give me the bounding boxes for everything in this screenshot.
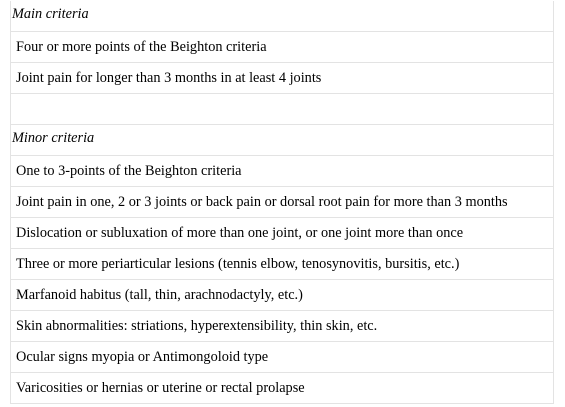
- table-row: [11, 63, 554, 94]
- minor-criterion-3: Dislocation or subluxation of more than one joint, or one joint more than once: [11, 218, 554, 249]
- table-row: [11, 311, 554, 342]
- table-row: [11, 187, 554, 218]
- table-row: [11, 280, 554, 311]
- criteria-table: [10, 1, 554, 404]
- main-criterion-1: Four or more points of the Beighton criteria: [11, 32, 554, 63]
- minor-criteria-heading: Minor criteria: [11, 125, 554, 156]
- minor-criterion-7: Ocular signs myopia or Antimongoloid type: [11, 342, 554, 373]
- spacer-row: [11, 94, 554, 125]
- table-row: [11, 373, 554, 404]
- main-criteria-heading: Main criteria: [11, 1, 554, 32]
- minor-criterion-6: Skin abnormalities: striations, hyperextensibility, thin skin, etc.: [11, 311, 554, 342]
- table-row: [11, 32, 554, 63]
- table-row: [11, 156, 554, 187]
- table-row: [11, 218, 554, 249]
- minor-criterion-1: One to 3-points of the Beighton criteria: [11, 156, 554, 187]
- empty-cell: [11, 94, 554, 125]
- minor-criterion-8: Varicosities or hernias or uterine or rectal prolapse: [11, 373, 554, 404]
- minor-criterion-4: Three or more periarticular lesions (tennis elbow, tenosynovitis, bursitis, etc.): [11, 249, 554, 280]
- table-row: [11, 249, 554, 280]
- table-row: [11, 342, 554, 373]
- minor-criterion-2: Joint pain in one, 2 or 3 joints or back pain or dorsal root pain for more than 3 months: [11, 187, 554, 218]
- main-criterion-2: Joint pain for longer than 3 months in at least 4 joints: [11, 63, 554, 94]
- minor-criterion-5: Marfanoid habitus (tall, thin, arachnodactyly, etc.): [11, 280, 554, 311]
- minor-criteria-heading-row: [11, 125, 554, 156]
- main-criteria-heading-row: [11, 1, 554, 32]
